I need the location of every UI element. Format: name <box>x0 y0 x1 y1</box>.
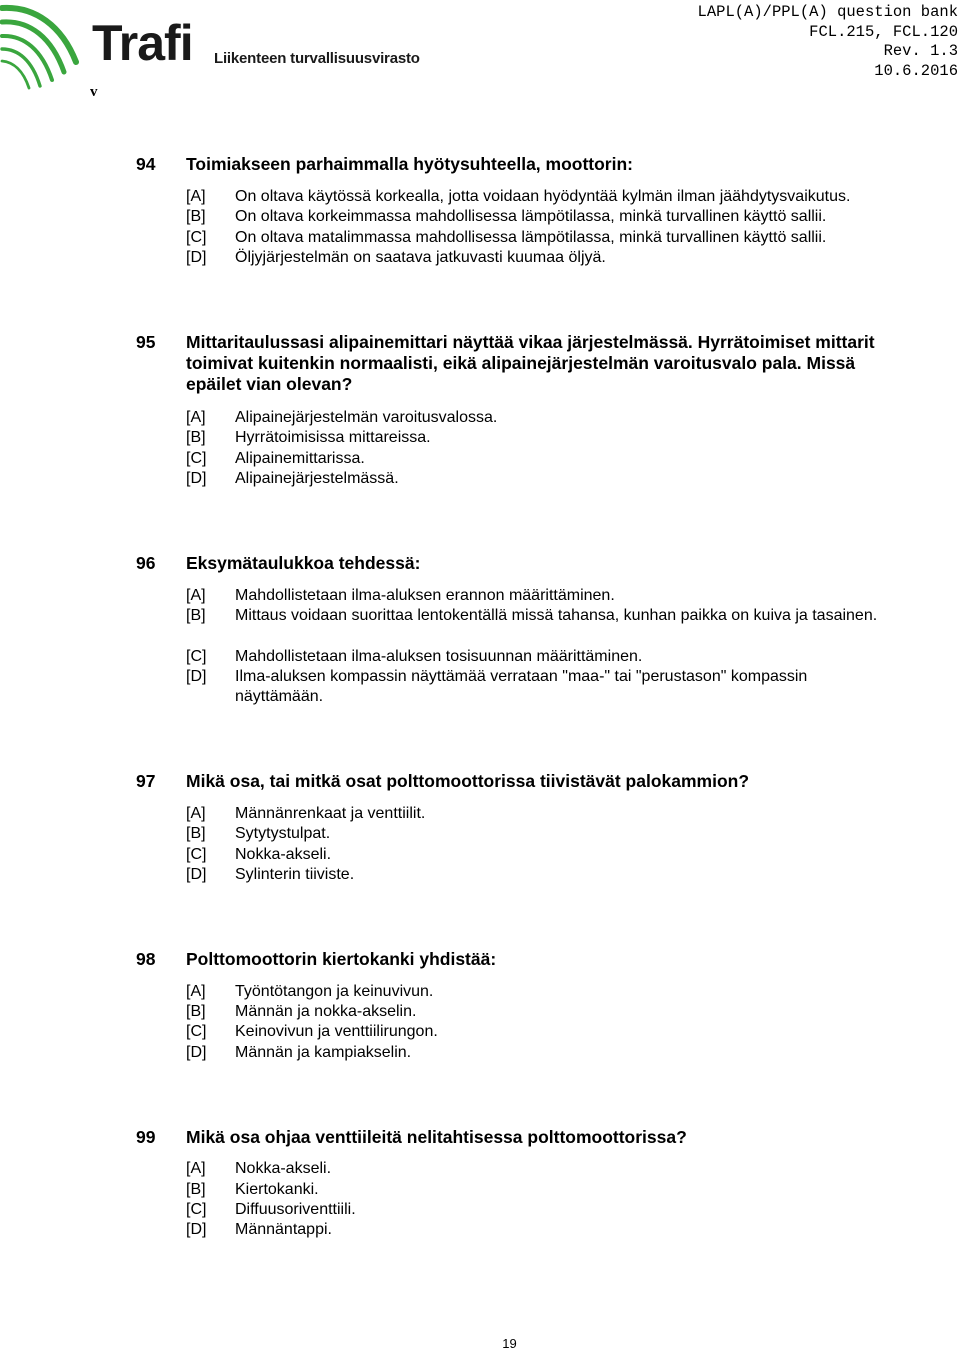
option-label: [B] <box>186 208 206 225</box>
option-text: Työntötangon ja keinuvivun. <box>235 983 434 1000</box>
option-label: [B] <box>186 429 206 446</box>
trafi-logo <box>0 0 420 100</box>
option-label: [B] <box>186 607 206 624</box>
option-label: [A] <box>186 587 206 604</box>
option-label: [D] <box>186 470 207 487</box>
page-number: 19 <box>502 1336 517 1351</box>
option-text: On oltava matalimmassa mahdollisessa lämpötilassa, minkä turvallinen käyttö sallii. <box>235 229 827 246</box>
header-line-title: LAPL(A)/PPL(A) question bank <box>697 3 958 21</box>
option-text: Alipainejärjestelmässä. <box>235 470 399 487</box>
option-label: [C] <box>186 1201 207 1218</box>
option-text: Männäntappi. <box>235 1221 332 1238</box>
option-label: [D] <box>186 668 207 685</box>
option-text: Männänrenkaat ja venttiilit. <box>235 805 426 822</box>
question-text: Polttomoottorin kiertokanki yhdistää: <box>186 949 497 969</box>
question-number: 98 <box>136 949 156 969</box>
option-text: Alipainemittarissa. <box>235 450 365 467</box>
option-text: Nokka-akseli. <box>235 846 332 863</box>
option-text: Mittaus voidaan suorittaa lentokentällä missä tahansa, kunhan paikka on kuiva ja tasainen. <box>235 607 878 624</box>
document-header-info <box>698 3 958 81</box>
option-label: [A] <box>186 1160 206 1177</box>
trafi-swoosh-icon <box>0 0 92 90</box>
option-label: [A] <box>186 805 206 822</box>
option-text: Männän ja kampiakselin. <box>235 1044 412 1061</box>
option-label: [A] <box>186 983 206 1000</box>
question-number: 94 <box>136 154 156 174</box>
question-text: Mittaritaulussasi alipainemittari näyttää vikaa järjestelmässä. Hyrrätoimiset mittarit toimivat kuitenkin normaalisti, eikä alipainejärjestelmän varoitusvalo pala. Missä epäilet vian olevan? <box>186 332 875 394</box>
option-label: [D] <box>186 1221 207 1238</box>
option-label: [D] <box>186 249 207 266</box>
option-text: Nokka-akseli. <box>235 1160 332 1177</box>
option-text: Alipainejärjestelmän varoitusvalossa. <box>235 409 498 426</box>
option-text: Diffuusoriventtiili. <box>235 1201 356 1218</box>
question-number: 95 <box>136 332 156 352</box>
option-label: [D] <box>186 1044 207 1061</box>
option-text: Öljyjärjestelmän on saatava jatkuvasti kuumaa öljyä. <box>235 249 606 266</box>
option-text: On oltava korkeimmassa mahdollisessa lämpötilassa, minkä turvallinen käyttö sallii. <box>235 208 827 225</box>
header-line-fcl: FCL.215, FCL.120 <box>809 22 958 41</box>
option-label: [D] <box>186 866 207 883</box>
option-label: [A] <box>186 188 206 205</box>
question-text: Mikä osa, tai mitkä osat polttomoottorissa tiivistävät palokammion? <box>186 771 750 791</box>
option-text: Ilma-aluksen kompassin näyttämää verrataan "maa-" tai "perustason" kompassin näyttämään. <box>235 668 808 706</box>
option-label: [B] <box>186 825 206 842</box>
question-number: 99 <box>136 1127 156 1147</box>
option-label: [C] <box>186 229 207 246</box>
question-number: 96 <box>136 553 156 573</box>
question-text: Mikä osa ohjaa venttiileitä nelitahtisessa polttomoottorissa? <box>186 1127 687 1147</box>
option-text: Sylinterin tiiviste. <box>235 866 355 883</box>
option-label: [A] <box>186 409 206 426</box>
option-label: [B] <box>186 1003 206 1020</box>
question-number: 97 <box>136 771 156 791</box>
logo-subtitle: Liikenteen turvallisuusvirasto <box>214 50 420 67</box>
option-text: Mahdollistetaan ilma-aluksen tosisuunnan määrittäminen. <box>235 648 643 665</box>
option-text: Sytytystulpat. <box>235 825 331 842</box>
option-text: Männän ja nokka-akselin. <box>235 1003 417 1020</box>
header-line-date: 10.6.2016 <box>874 61 958 80</box>
option-text: Kiertokanki. <box>235 1181 319 1198</box>
option-text: Hyrrätoimisissa mittareissa. <box>235 429 431 446</box>
option-label: [C] <box>186 648 207 665</box>
logo-wordmark: Trafi <box>92 15 193 71</box>
logo-mark: v <box>90 84 98 100</box>
option-text: Mahdollistetaan ilma-aluksen erannon määrittäminen. <box>235 587 615 604</box>
option-label: [B] <box>186 1181 206 1198</box>
question-text: Eksymätaulukkoa tehdessä: <box>186 553 421 573</box>
header-line-rev: Rev. 1.3 <box>883 42 958 60</box>
question-text: Toimiakseen parhaimmalla hyötysuhteella, moottorin: <box>186 154 634 174</box>
option-label: [C] <box>186 450 207 467</box>
option-text: On oltava käytössä korkealla, jotta voidaan hyödyntää kylmän ilman jäähdytysvaikutus. <box>235 188 851 205</box>
option-label: [C] <box>186 1023 207 1040</box>
option-text: Keinovivun ja venttiilirungon. <box>235 1023 438 1040</box>
option-label: [C] <box>186 846 207 863</box>
